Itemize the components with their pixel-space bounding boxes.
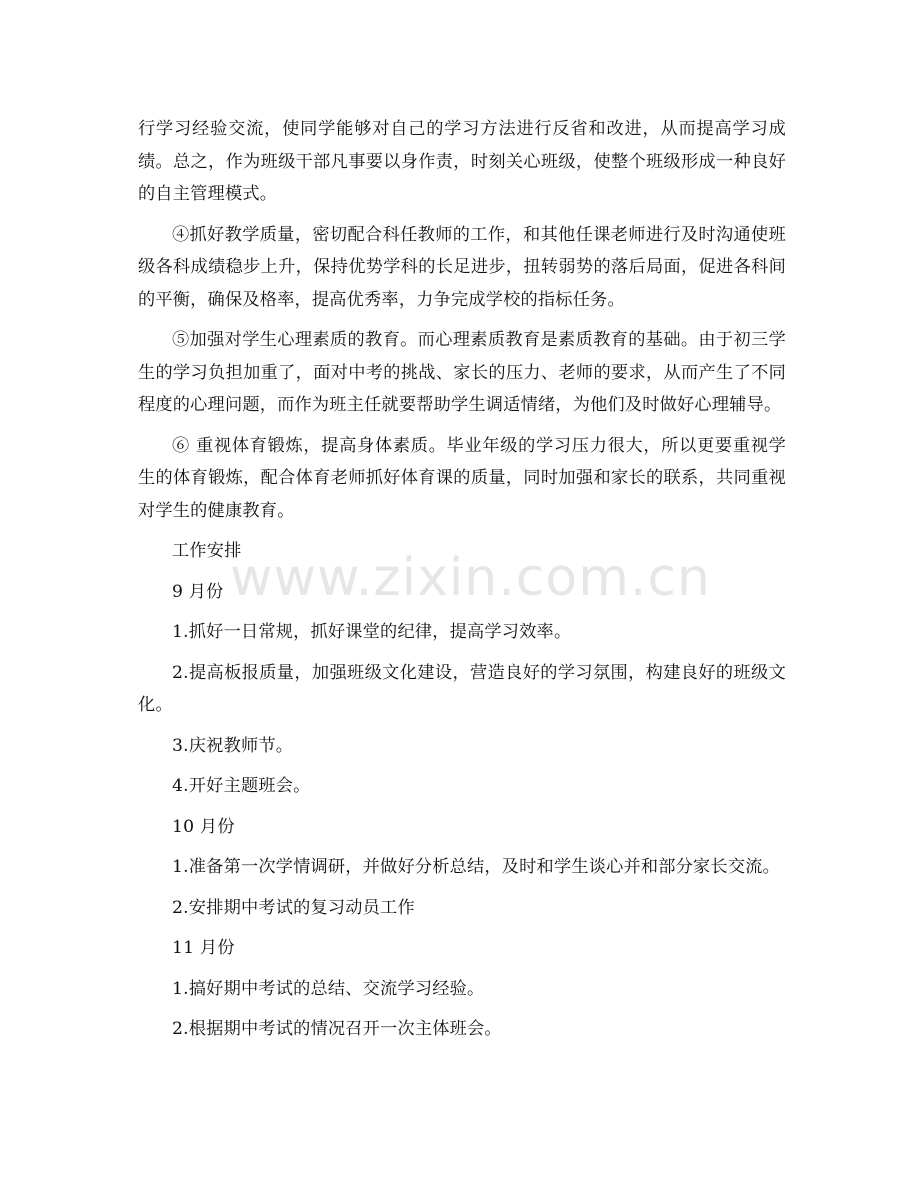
month-label-november: 11 月份 bbox=[172, 938, 235, 958]
paragraph-physical-education: ⑥ 重视体育锻炼，提高身体素质。毕业年级的学习压力很大，所以更要重视学生的体育锻炼，配合体育老师抓好体育课的质量，同时加强和家长的联系，共同重视对学生的健康教育。 bbox=[138, 435, 786, 521]
list-item: 1.搞好期中考试的总结、交流学习经验。 bbox=[172, 978, 485, 999]
list-item: 3.庆祝教师节。 bbox=[172, 735, 294, 756]
watermark: www.zixin.com.cn bbox=[230, 548, 711, 608]
list-item: 2.根据期中考试的情况召开一次主体班会。 bbox=[172, 1019, 502, 1039]
paragraph-continuation: 行学习经验交流，使同学能够对自己的学习方法进行反省和改进，从而提高学习成绩。总之，作为班级干部凡事要以身作责，时刻关心班级，使整个班级形成一种良好的自主管理模式。 bbox=[138, 119, 786, 204]
paragraph-mental-health: ⑤加强对学生心理素质的教育。而心理素质教育是素质教育的基础。由于初三学生的学习负担加重了，面对中考的挑战、家长的压力、老师的要求，从而产生了不同程度的心理问题，而作为班主任就要帮助学生调适情绪，为他们及时做好心理辅导。 bbox=[138, 330, 786, 415]
document-body bbox=[138, 113, 786, 1054]
list-item: 2.提高板报质量，加强班级文化建设，营造良好的学习氛围，构建良好的班级文化。 bbox=[138, 662, 786, 715]
paragraph-teaching-quality: ④抓好教学质量，密切配合科任教师的工作，和其他任课老师进行及时沟通使班级各科成绩稳步上升，保持优势学科的长足进步，扭转弱势的落后局面，促进各科间的平衡，确保及格率，提高优秀率，力争完成学校的指标任务。 bbox=[138, 224, 786, 310]
list-item: 1.准备第一次学情调研，并做好分析总结，及时和学生谈心并和部分家长交流。 bbox=[172, 857, 780, 877]
list-item: 1.抓好一日常规，抓好课堂的纪律，提高学习效率。 bbox=[172, 622, 572, 642]
month-label-september: 9 月份 bbox=[172, 581, 224, 602]
list-item: 4.开好主题班会。 bbox=[172, 776, 311, 796]
list-item: 2.安排期中考试的复习动员工作 bbox=[172, 897, 415, 918]
schedule-heading: 工作安排 bbox=[172, 541, 242, 561]
month-label-october: 10 月份 bbox=[172, 816, 235, 837]
